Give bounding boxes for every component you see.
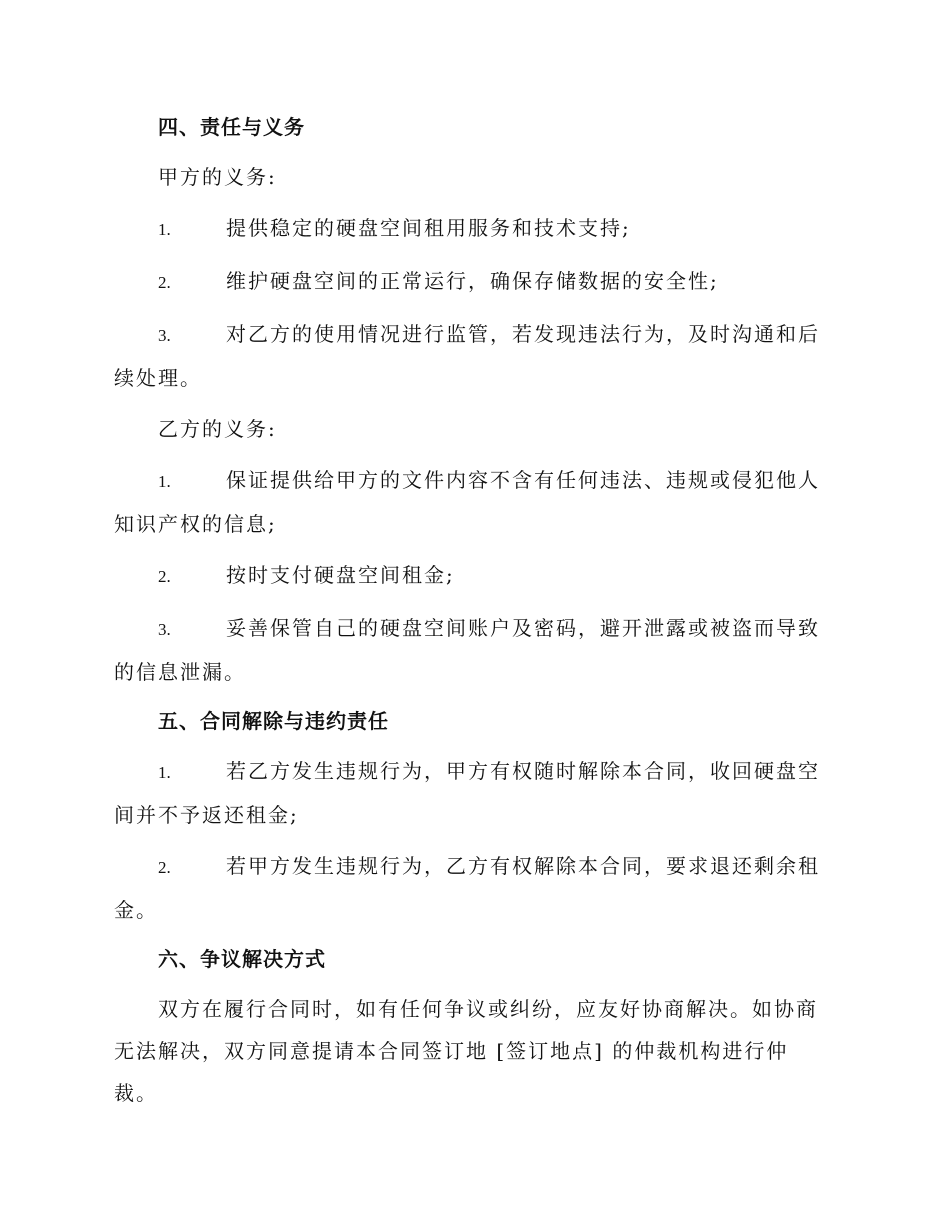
section-heading-termination: 五、合同解除与违约责任 (158, 709, 389, 733)
party-b-item-1 (114, 459, 832, 545)
party-a-obligations-label: 甲方的义务: (158, 165, 277, 189)
item-number: 3. (158, 326, 171, 345)
item-text: 提供稳定的硬盘空间租用服务和技术支持; (226, 216, 631, 240)
party-a-item-3 (114, 313, 832, 399)
party-b-item-3 (114, 607, 832, 693)
item-number: 3. (158, 620, 171, 639)
item-number: 2. (158, 273, 171, 292)
item-number: 1. (158, 472, 171, 491)
party-b-item-2 (114, 554, 832, 598)
party-a-item-1 (114, 207, 832, 251)
termination-item-2 (114, 845, 832, 931)
item-number: 2. (158, 858, 171, 877)
item-number: 2. (158, 567, 171, 586)
item-number: 1. (158, 220, 171, 239)
item-text: 按时支付硬盘空间租金; (226, 563, 455, 587)
item-text: 妥善保管自己的硬盘空间账户及密码，避开泄露或被盗而导致的信息泄漏。 (114, 616, 820, 684)
item-text: 维护硬盘空间的正常运行，确保存储数据的安全性; (226, 269, 719, 293)
section-heading-responsibilities: 四、责任与义务 (158, 115, 305, 139)
party-a-item-2 (114, 260, 832, 304)
item-number: 1. (158, 763, 171, 782)
dispute-resolution-text: 双方在履行合同时，如有任何争议或纠纷，应友好协商解决。如协商无法解决，双方同意提请本合同签订地 [签订地点] 的仲裁机构进行仲裁。 (114, 997, 818, 1105)
item-text: 若乙方发生违规行为，甲方有权随时解除本合同，收回硬盘空间并不予返还租金; (114, 759, 820, 827)
termination-item-1 (114, 750, 832, 836)
item-text: 对乙方的使用情况进行监管，若发现违法行为，及时沟通和后续处理。 (114, 322, 820, 390)
item-text: 若甲方发生违规行为，乙方有权解除本合同，要求退还剩余租金。 (114, 854, 820, 922)
item-text: 保证提供给甲方的文件内容不含有任何违法、违规或侵犯他人知识产权的信息; (114, 468, 820, 536)
section-heading-dispute: 六、争议解决方式 (158, 947, 326, 971)
party-b-obligations-label: 乙方的义务: (158, 417, 277, 441)
